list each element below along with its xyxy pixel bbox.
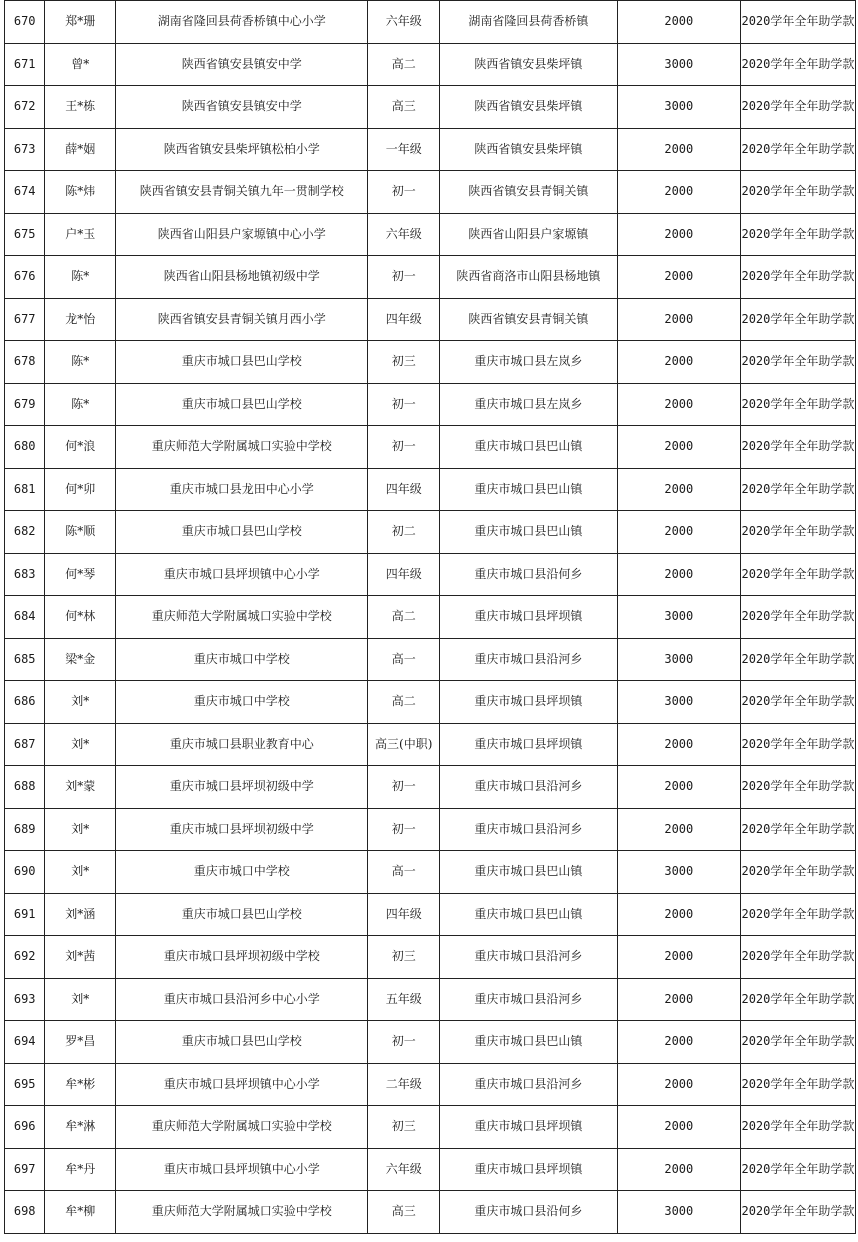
address-cell: 重庆市城口县沿何乡: [440, 553, 618, 596]
school-cell: 重庆市城口县巴山学校: [116, 511, 368, 554]
address-cell: 陕西省镇安县柴坪镇: [440, 128, 618, 171]
table-row: [5, 1063, 856, 1106]
grade-cell: 高三(中职): [368, 723, 440, 766]
table-row: [5, 86, 856, 129]
grade-cell: 高一: [368, 638, 440, 681]
school-cell: 重庆师范大学附属城口实验中学校: [116, 1191, 368, 1234]
school-cell: 陕西省镇安县青铜关镇九年一贯制学校: [116, 171, 368, 214]
school-cell: 重庆市城口县龙田中心小学: [116, 468, 368, 511]
address-cell: 重庆市城口县左岚乡: [440, 341, 618, 384]
address-cell: 重庆市城口县坪坝镇: [440, 1148, 618, 1191]
amount-cell: 2000: [617, 298, 740, 341]
row-number-cell: 687: [5, 723, 45, 766]
scholarship-table: [4, 0, 856, 1234]
student-name-cell: 刘*: [45, 978, 116, 1021]
table-row: [5, 511, 856, 554]
payment-type-cell: 2020学年全年助学款: [740, 511, 855, 554]
table-row: [5, 468, 856, 511]
payment-type-cell: 2020学年全年助学款: [740, 1106, 855, 1149]
row-number-cell: 696: [5, 1106, 45, 1149]
grade-cell: 高二: [368, 43, 440, 86]
table-row: [5, 808, 856, 851]
student-name-cell: 何*琴: [45, 553, 116, 596]
school-cell: 陕西省山阳县户家塬镇中心小学: [116, 213, 368, 256]
school-cell: 陕西省镇安县柴坪镇松柏小学: [116, 128, 368, 171]
student-name-cell: 户*玉: [45, 213, 116, 256]
payment-type-cell: 2020学年全年助学款: [740, 298, 855, 341]
table-body: [5, 1, 856, 1234]
row-number-cell: 683: [5, 553, 45, 596]
amount-cell: 2000: [617, 1021, 740, 1064]
address-cell: 重庆市城口县巴山镇: [440, 426, 618, 469]
table-row: [5, 978, 856, 1021]
row-number-cell: 688: [5, 766, 45, 809]
row-number-cell: 681: [5, 468, 45, 511]
student-name-cell: 刘*: [45, 723, 116, 766]
student-name-cell: 刘*: [45, 808, 116, 851]
payment-type-cell: 2020学年全年助学款: [740, 213, 855, 256]
address-cell: 重庆市城口县沿何乡: [440, 1191, 618, 1234]
address-cell: 湖南省隆回县荷香桥镇: [440, 1, 618, 44]
amount-cell: 2000: [617, 171, 740, 214]
grade-cell: 初一: [368, 426, 440, 469]
school-cell: 重庆市城口县巴山学校: [116, 341, 368, 384]
payment-type-cell: 2020学年全年助学款: [740, 766, 855, 809]
school-cell: 陕西省山阳县杨地镇初级中学: [116, 256, 368, 299]
row-number-cell: 692: [5, 936, 45, 979]
payment-type-cell: 2020学年全年助学款: [740, 851, 855, 894]
table-row: [5, 1106, 856, 1149]
student-name-cell: 牟*彬: [45, 1063, 116, 1106]
grade-cell: 六年级: [368, 1, 440, 44]
amount-cell: 2000: [617, 511, 740, 554]
school-cell: 重庆市城口县坪坝初级中学: [116, 808, 368, 851]
amount-cell: 3000: [617, 851, 740, 894]
grade-cell: 六年级: [368, 1148, 440, 1191]
payment-type-cell: 2020学年全年助学款: [740, 1191, 855, 1234]
table-row: [5, 553, 856, 596]
amount-cell: 2000: [617, 426, 740, 469]
payment-type-cell: 2020学年全年助学款: [740, 128, 855, 171]
student-name-cell: 刘*涵: [45, 893, 116, 936]
school-cell: 重庆市城口县坪坝镇中心小学: [116, 1063, 368, 1106]
student-name-cell: 曾*: [45, 43, 116, 86]
student-name-cell: 陈*炜: [45, 171, 116, 214]
table-row: [5, 1148, 856, 1191]
payment-type-cell: 2020学年全年助学款: [740, 936, 855, 979]
grade-cell: 初三: [368, 341, 440, 384]
address-cell: 重庆市城口县沿河乡: [440, 638, 618, 681]
grade-cell: 高三: [368, 86, 440, 129]
payment-type-cell: 2020学年全年助学款: [740, 341, 855, 384]
table-row: [5, 638, 856, 681]
school-cell: 重庆市城口县巴山学校: [116, 1021, 368, 1064]
grade-cell: 二年级: [368, 1063, 440, 1106]
row-number-cell: 673: [5, 128, 45, 171]
amount-cell: 2000: [617, 383, 740, 426]
table-row: [5, 766, 856, 809]
student-name-cell: 薛*姻: [45, 128, 116, 171]
school-cell: 重庆市城口县坪坝镇中心小学: [116, 1148, 368, 1191]
school-cell: 重庆市城口中学校: [116, 851, 368, 894]
address-cell: 陕西省镇安县青铜关镇: [440, 298, 618, 341]
address-cell: 重庆市城口县沿河乡: [440, 936, 618, 979]
student-name-cell: 刘*: [45, 851, 116, 894]
student-name-cell: 刘*茜: [45, 936, 116, 979]
amount-cell: 3000: [617, 43, 740, 86]
address-cell: 重庆市城口县左岚乡: [440, 383, 618, 426]
table-row: [5, 171, 856, 214]
payment-type-cell: 2020学年全年助学款: [740, 468, 855, 511]
row-number-cell: 678: [5, 341, 45, 384]
amount-cell: 3000: [617, 86, 740, 129]
row-number-cell: 672: [5, 86, 45, 129]
table-row: [5, 936, 856, 979]
payment-type-cell: 2020学年全年助学款: [740, 383, 855, 426]
row-number-cell: 684: [5, 596, 45, 639]
school-cell: 陕西省镇安县青铜关镇月西小学: [116, 298, 368, 341]
payment-type-cell: 2020学年全年助学款: [740, 681, 855, 724]
student-name-cell: 牟*淋: [45, 1106, 116, 1149]
table-row: [5, 256, 856, 299]
payment-type-cell: 2020学年全年助学款: [740, 1063, 855, 1106]
address-cell: 重庆市城口县沿河乡: [440, 808, 618, 851]
school-cell: 重庆市城口县沿河乡中心小学: [116, 978, 368, 1021]
payment-type-cell: 2020学年全年助学款: [740, 256, 855, 299]
payment-type-cell: 2020学年全年助学款: [740, 723, 855, 766]
address-cell: 重庆市城口县沿河乡: [440, 1063, 618, 1106]
amount-cell: 2000: [617, 978, 740, 1021]
address-cell: 重庆市城口县巴山镇: [440, 511, 618, 554]
payment-type-cell: 2020学年全年助学款: [740, 638, 855, 681]
payment-type-cell: 2020学年全年助学款: [740, 86, 855, 129]
payment-type-cell: 2020学年全年助学款: [740, 171, 855, 214]
table-row: [5, 298, 856, 341]
row-number-cell: 689: [5, 808, 45, 851]
address-cell: 陕西省镇安县柴坪镇: [440, 43, 618, 86]
school-cell: 重庆市城口县坪坝初级中学校: [116, 936, 368, 979]
student-name-cell: 陈*: [45, 256, 116, 299]
address-cell: 陕西省商洛市山阳县杨地镇: [440, 256, 618, 299]
table-row: [5, 43, 856, 86]
school-cell: 重庆市城口中学校: [116, 681, 368, 724]
payment-type-cell: 2020学年全年助学款: [740, 978, 855, 1021]
address-cell: 重庆市城口县坪坝镇: [440, 681, 618, 724]
row-number-cell: 698: [5, 1191, 45, 1234]
student-name-cell: 牟*丹: [45, 1148, 116, 1191]
payment-type-cell: 2020学年全年助学款: [740, 553, 855, 596]
address-cell: 陕西省山阳县户家塬镇: [440, 213, 618, 256]
amount-cell: 2000: [617, 341, 740, 384]
student-name-cell: 罗*昌: [45, 1021, 116, 1064]
table-row: [5, 723, 856, 766]
amount-cell: 2000: [617, 213, 740, 256]
school-cell: 重庆市城口县职业教育中心: [116, 723, 368, 766]
school-cell: 湖南省隆回县荷香桥镇中心小学: [116, 1, 368, 44]
address-cell: 重庆市城口县巴山镇: [440, 468, 618, 511]
grade-cell: 初三: [368, 936, 440, 979]
amount-cell: 2000: [617, 128, 740, 171]
table-row: [5, 128, 856, 171]
payment-type-cell: 2020学年全年助学款: [740, 1148, 855, 1191]
address-cell: 重庆市城口县坪坝镇: [440, 1106, 618, 1149]
row-number-cell: 694: [5, 1021, 45, 1064]
student-name-cell: 何*浪: [45, 426, 116, 469]
grade-cell: 初三: [368, 1106, 440, 1149]
grade-cell: 高二: [368, 681, 440, 724]
amount-cell: 2000: [617, 256, 740, 299]
row-number-cell: 679: [5, 383, 45, 426]
row-number-cell: 685: [5, 638, 45, 681]
student-name-cell: 陈*顺: [45, 511, 116, 554]
payment-type-cell: 2020学年全年助学款: [740, 808, 855, 851]
address-cell: 重庆市城口县坪坝镇: [440, 596, 618, 639]
grade-cell: 六年级: [368, 213, 440, 256]
payment-type-cell: 2020学年全年助学款: [740, 426, 855, 469]
student-name-cell: 梁*金: [45, 638, 116, 681]
payment-type-cell: 2020学年全年助学款: [740, 1021, 855, 1064]
payment-type-cell: 2020学年全年助学款: [740, 43, 855, 86]
student-name-cell: 郑*珊: [45, 1, 116, 44]
payment-type-cell: 2020学年全年助学款: [740, 893, 855, 936]
amount-cell: 3000: [617, 1191, 740, 1234]
grade-cell: 高三: [368, 1191, 440, 1234]
amount-cell: 3000: [617, 638, 740, 681]
table-row: [5, 1191, 856, 1234]
amount-cell: 2000: [617, 1148, 740, 1191]
grade-cell: 四年级: [368, 553, 440, 596]
row-number-cell: 676: [5, 256, 45, 299]
student-name-cell: 何*林: [45, 596, 116, 639]
amount-cell: 2000: [617, 1106, 740, 1149]
grade-cell: 五年级: [368, 978, 440, 1021]
row-number-cell: 671: [5, 43, 45, 86]
school-cell: 重庆市城口县巴山学校: [116, 893, 368, 936]
address-cell: 重庆市城口县巴山镇: [440, 1021, 618, 1064]
address-cell: 重庆市城口县沿河乡: [440, 766, 618, 809]
table-row: [5, 681, 856, 724]
address-cell: 重庆市城口县巴山镇: [440, 893, 618, 936]
row-number-cell: 677: [5, 298, 45, 341]
amount-cell: 2000: [617, 1, 740, 44]
school-cell: 重庆市城口县坪坝镇中心小学: [116, 553, 368, 596]
table-row: [5, 426, 856, 469]
row-number-cell: 693: [5, 978, 45, 1021]
amount-cell: 2000: [617, 1063, 740, 1106]
row-number-cell: 686: [5, 681, 45, 724]
row-number-cell: 682: [5, 511, 45, 554]
row-number-cell: 674: [5, 171, 45, 214]
student-name-cell: 王*栋: [45, 86, 116, 129]
payment-type-cell: 2020学年全年助学款: [740, 596, 855, 639]
amount-cell: 2000: [617, 893, 740, 936]
school-cell: 陕西省镇安县镇安中学: [116, 43, 368, 86]
student-name-cell: 刘*: [45, 681, 116, 724]
table-row: [5, 1021, 856, 1064]
amount-cell: 2000: [617, 936, 740, 979]
row-number-cell: 670: [5, 1, 45, 44]
school-cell: 陕西省镇安县镇安中学: [116, 86, 368, 129]
table-row: [5, 1, 856, 44]
student-name-cell: 刘*蒙: [45, 766, 116, 809]
row-number-cell: 691: [5, 893, 45, 936]
grade-cell: 初一: [368, 766, 440, 809]
school-cell: 重庆市城口中学校: [116, 638, 368, 681]
grade-cell: 初一: [368, 256, 440, 299]
grade-cell: 高二: [368, 596, 440, 639]
table-row: [5, 596, 856, 639]
table-row: [5, 851, 856, 894]
amount-cell: 2000: [617, 766, 740, 809]
row-number-cell: 675: [5, 213, 45, 256]
student-name-cell: 陈*: [45, 341, 116, 384]
school-cell: 重庆师范大学附属城口实验中学校: [116, 426, 368, 469]
grade-cell: 初一: [368, 1021, 440, 1064]
payment-type-cell: 2020学年全年助学款: [740, 1, 855, 44]
grade-cell: 初一: [368, 808, 440, 851]
address-cell: 重庆市城口县沿河乡: [440, 978, 618, 1021]
amount-cell: 3000: [617, 681, 740, 724]
amount-cell: 3000: [617, 596, 740, 639]
row-number-cell: 695: [5, 1063, 45, 1106]
school-cell: 重庆市城口县坪坝初级中学: [116, 766, 368, 809]
grade-cell: 一年级: [368, 128, 440, 171]
address-cell: 陕西省镇安县柴坪镇: [440, 86, 618, 129]
grade-cell: 四年级: [368, 893, 440, 936]
amount-cell: 2000: [617, 723, 740, 766]
table-row: [5, 341, 856, 384]
row-number-cell: 680: [5, 426, 45, 469]
student-name-cell: 陈*: [45, 383, 116, 426]
grade-cell: 高一: [368, 851, 440, 894]
grade-cell: 初一: [368, 171, 440, 214]
table-row: [5, 893, 856, 936]
address-cell: 重庆市城口县坪坝镇: [440, 723, 618, 766]
grade-cell: 四年级: [368, 298, 440, 341]
address-cell: 重庆市城口县巴山镇: [440, 851, 618, 894]
grade-cell: 初一: [368, 383, 440, 426]
row-number-cell: 697: [5, 1148, 45, 1191]
table-row: [5, 383, 856, 426]
amount-cell: 2000: [617, 808, 740, 851]
grade-cell: 四年级: [368, 468, 440, 511]
school-cell: 重庆市城口县巴山学校: [116, 383, 368, 426]
row-number-cell: 690: [5, 851, 45, 894]
table-row: [5, 213, 856, 256]
student-name-cell: 何*卯: [45, 468, 116, 511]
address-cell: 陕西省镇安县青铜关镇: [440, 171, 618, 214]
school-cell: 重庆师范大学附属城口实验中学校: [116, 596, 368, 639]
student-name-cell: 龙*怡: [45, 298, 116, 341]
amount-cell: 2000: [617, 468, 740, 511]
school-cell: 重庆师范大学附属城口实验中学校: [116, 1106, 368, 1149]
grade-cell: 初二: [368, 511, 440, 554]
amount-cell: 2000: [617, 553, 740, 596]
student-name-cell: 牟*柳: [45, 1191, 116, 1234]
